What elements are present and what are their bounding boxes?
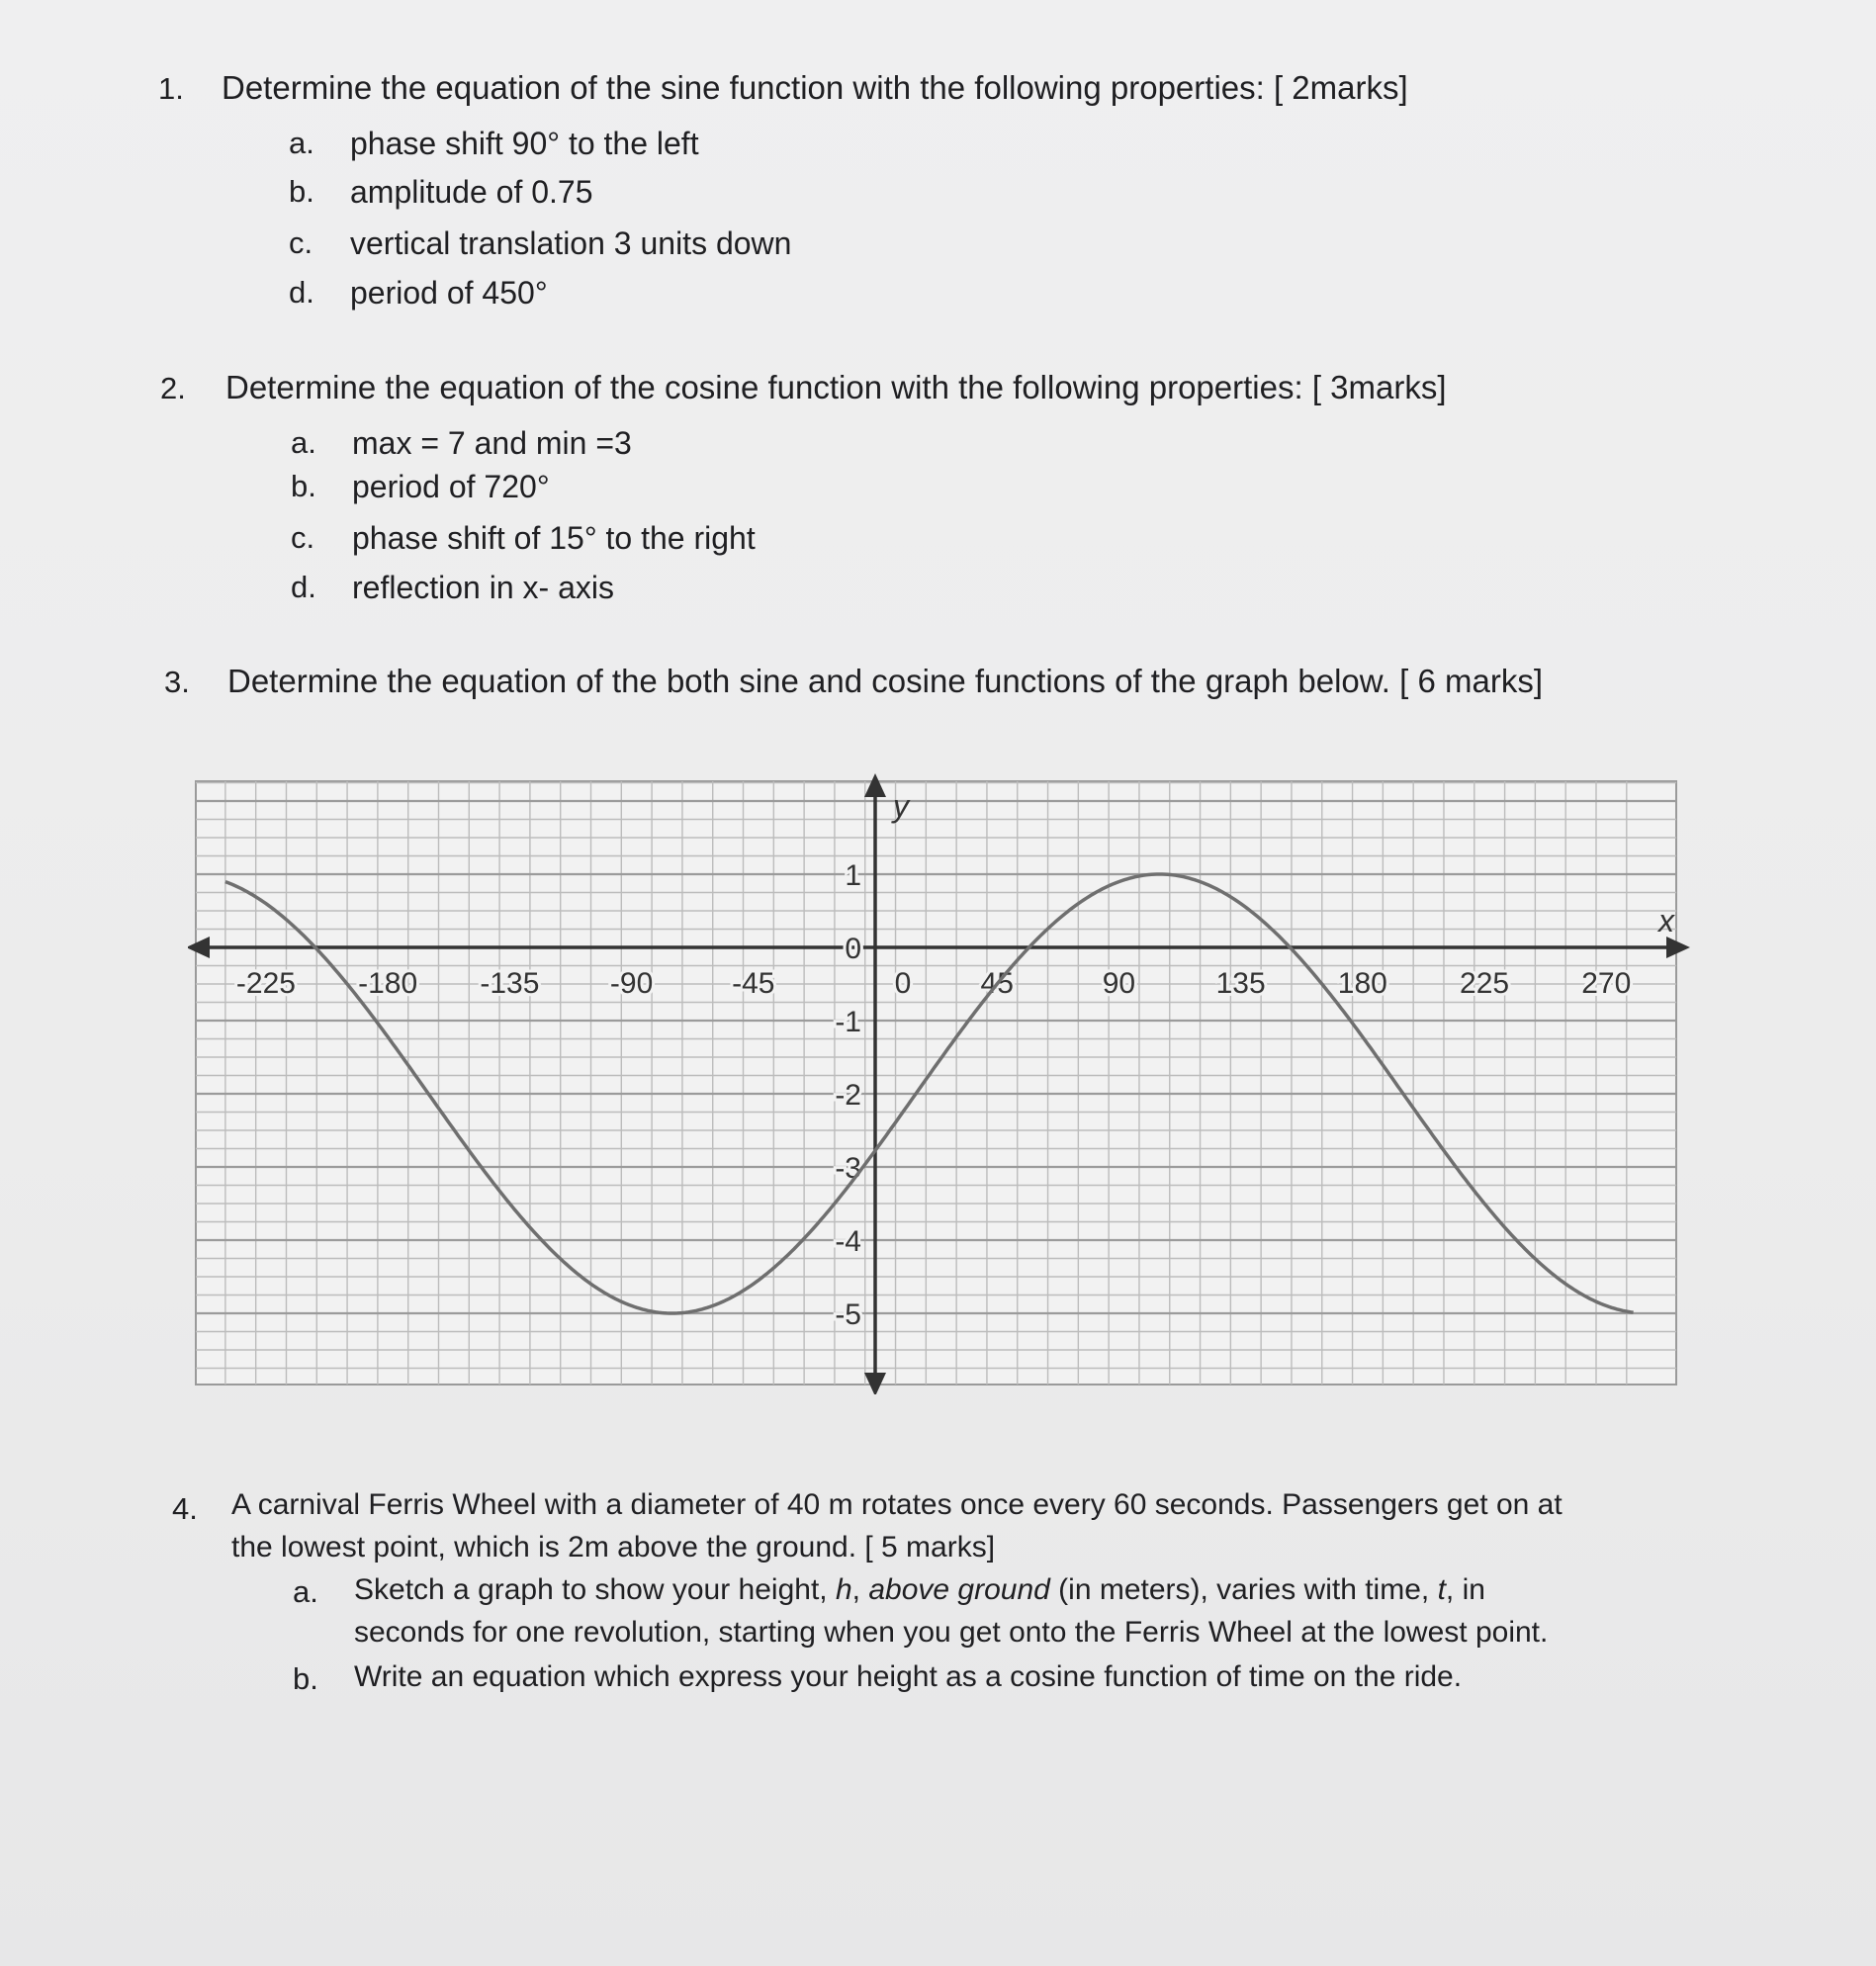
grid-frame — [196, 781, 1676, 1385]
y-tick-label: -1 — [835, 1006, 861, 1038]
item-letter: b. — [293, 1661, 318, 1696]
item-text: reflection in x- axis — [352, 570, 614, 605]
x-tick-label: 135 — [1215, 967, 1266, 1000]
chart-svg — [188, 771, 1691, 1394]
item-letter: b. — [291, 469, 316, 503]
question-prompt-line2: the lowest point, which is 2m above the ground. [ 5 marks] — [231, 1531, 996, 1564]
item-letter: c. — [289, 225, 313, 260]
sinusoid-graph — [188, 771, 1691, 1394]
x-tick-label: -45 — [732, 967, 775, 1000]
x-tick-label: -135 — [480, 967, 540, 1000]
question-prompt: Determine the equation of the cosine function with the following properties: [ 3marks] — [225, 369, 1447, 405]
item-letter: d. — [291, 570, 316, 604]
question-number: 1. — [158, 71, 184, 106]
grid — [196, 781, 1676, 1385]
y-tick-label: -4 — [835, 1225, 861, 1258]
x-axis-arrow-right — [1666, 937, 1690, 958]
x-tick-label: 0 — [894, 967, 912, 1000]
item-letter: c. — [291, 520, 315, 555]
item-text: max = 7 and min =3 — [352, 425, 632, 461]
x-tick-label: 45 — [980, 967, 1014, 1000]
x-tick-label: 225 — [1460, 967, 1510, 1000]
question-number: 3. — [164, 665, 190, 699]
x-tick-label: 90 — [1102, 967, 1136, 1000]
y-tick-label: -2 — [835, 1079, 861, 1112]
item-letter: b. — [289, 174, 314, 209]
item-text: amplitude of 0.75 — [350, 174, 593, 210]
y-tick-label: 1 — [845, 859, 861, 892]
y-tick-label: -3 — [835, 1152, 861, 1185]
y-axis-label: y — [893, 788, 909, 824]
x-tick-label: 270 — [1581, 967, 1632, 1000]
question-prompt: Determine the equation of the both sine and cosine functions of the graph below. [ 6 marks] — [227, 663, 1543, 699]
x-tick-label: -180 — [358, 967, 418, 1000]
item-text: vertical translation 3 units down — [350, 225, 792, 261]
item-letter: a. — [291, 425, 316, 460]
y-tick-label: -5 — [835, 1298, 861, 1331]
y-tick-label: 0 — [845, 933, 861, 965]
x-tick-label: -225 — [235, 967, 296, 1000]
item-text: Write an equation which express your height as a cosine function of time on the ride. — [354, 1660, 1463, 1693]
item-letter: a. — [293, 1574, 318, 1609]
question-prompt: Determine the equation of the sine function with the following properties: [ 2marks] — [222, 69, 1408, 106]
item-text: period of 450° — [350, 275, 548, 311]
item-letter: a. — [289, 126, 314, 160]
question-number: 2. — [160, 371, 186, 405]
item-text: phase shift 90° to the left — [350, 126, 699, 161]
question-prompt-line1: A carnival Ferris Wheel with a diameter of 40 m rotates once every 60 seconds. Passengers get on at — [231, 1488, 1563, 1521]
item-text: phase shift of 15° to the right — [352, 520, 756, 556]
item-a-text: Sketch a graph to show your height, h, above ground (in meters), varies with time, t, in seconds for one revolution, starting when you get onto the Ferris Wheel at the lowest point. — [354, 1573, 1549, 1649]
x-tick-label: 180 — [1337, 967, 1387, 1000]
x-axis-label: x — [1658, 903, 1674, 938]
item-text: period of 720° — [352, 469, 550, 504]
question-number: 4. — [172, 1491, 198, 1526]
x-tick-label: -90 — [609, 967, 654, 1000]
item-letter: d. — [289, 275, 314, 310]
